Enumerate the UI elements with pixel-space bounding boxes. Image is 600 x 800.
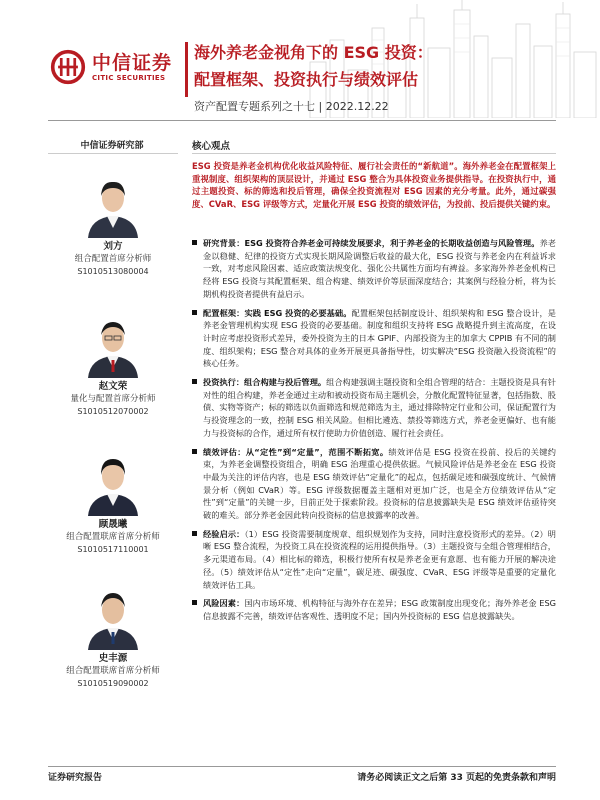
- analyst-card: [48, 448, 178, 556]
- key-point-lead: 实践 ESG 投资的必要基础。: [244, 307, 352, 318]
- key-point-body: 养老金以稳健、纪律的投资方式实现长期风险调整后收益的最大化，ESG 投资与养老金内在利益诉求一致，对考虑风险因素、适应政策法规变化、强化公共属性方面均有裨益。多家海外养老金机构已经将 ESG 投资与其配置框架、组合构建、绩效评价等层面深度结合；其案例与经验分析，将为长期机构投资者提供有益启示。: [203, 238, 556, 299]
- key-point-lead: ESG 投资符合养老金可持续发展要求，利于养老金的长期收益创造与风险管理。: [244, 238, 540, 248]
- key-point-label: 配置框架：: [203, 307, 245, 318]
- footer-report-type: 证券研究报告: [48, 773, 103, 783]
- analyst-role: 组合配置首席分析师: [74, 254, 152, 264]
- analyst-photo: [84, 582, 142, 650]
- bullet-square-icon: [192, 310, 197, 315]
- analyst-card: [48, 310, 178, 418]
- bullet-square-icon: [192, 449, 197, 454]
- analyst-card: [48, 170, 178, 278]
- key-points-list: [192, 237, 556, 629]
- key-point-lead: 组合构建与投后管理。: [244, 377, 327, 388]
- key-point-body: 组合构建强调主题投资和全组合管理的结合：主题投资是具有针对性的组合构建，养老金通过主动和被动投资布局主题机会，分散化配置特征显著，包括指数、股债、实物等资产；标的筛选以负面筛选和规范筛选为主，通过排除特定行业和公司，保证配置行为与投资理念的一致，控制 ESG 相关风险。但相比遴选、禁投等筛选方式，养老金更偏好、也有能力与投资标的合作，通过所有权行使助力价值创造、履行社会责任。: [203, 377, 556, 438]
- key-point-label: 绩效评估：: [203, 446, 246, 457]
- report-header: [0, 0, 600, 118]
- research-dept-heading: 中信证券研究部: [80, 141, 144, 151]
- analyst-photo: [84, 448, 142, 516]
- brand-name-cn: 中信证券: [92, 51, 173, 74]
- analyst-name: 刘方: [103, 241, 123, 252]
- main-divider: [192, 153, 556, 154]
- bullet-square-icon: [192, 379, 197, 384]
- report-title-line-1: 海外养老金视角下的 ESG 投资：: [194, 43, 433, 62]
- sidebar-divider: [48, 153, 178, 154]
- key-point-label: 投资执行：: [203, 377, 245, 388]
- analyst-name: 赵文荣: [98, 381, 128, 392]
- analyst-license-id: S1010512070002: [77, 407, 149, 416]
- citic-logo: [50, 49, 172, 85]
- core-views-heading: 核心观点: [192, 141, 231, 152]
- key-point-label: 风险因素：: [203, 598, 245, 609]
- key-point: [192, 307, 556, 371]
- header-divider: [48, 120, 556, 121]
- footer-disclaimer: 请务必阅读正文之后第 33 页起的免责条款和声明: [357, 773, 556, 783]
- analyst-license-id: S1010517110001: [77, 545, 149, 554]
- bullet-square-icon: [192, 531, 197, 536]
- key-point: [192, 376, 556, 440]
- title-accent-bar: [185, 42, 188, 97]
- brand-name-en: CITIC SECURITIES: [92, 73, 166, 82]
- key-point-body: 配置框架包括制度设计、组织架构和 ESG 整合设计，是养老金管理机构实现 ESG 投资的必要基础。制度和组织支持将 ESG 战略提升到主流高度，在设计时应考虑投资形式差异，委外投资为主的日本 GPIF、内部投资为主的加拿大 CPPIB 有不同的制度、组织架构；ESG 整合对具体的业务开展更具备指导性，切实解决“ESG 投资融入投资流程”的核心任务。: [203, 307, 556, 369]
- key-point-label: 研究背景：: [203, 238, 245, 248]
- report-title-line-2: 配置框架、投资执行与绩效评估: [194, 70, 419, 89]
- key-point-label: 经验启示：: [203, 528, 245, 539]
- report-subtitle: 资产配置专题系列之十七 | 2022.12.22: [194, 100, 389, 113]
- analyst-role: 量化与配置首席分析师: [70, 394, 156, 404]
- analyst-card: [48, 582, 178, 690]
- key-point-lead: 从“定性”到“定量”，范围不断拓宽。: [245, 446, 389, 457]
- report-date: 2022.12.22: [325, 100, 389, 113]
- key-point: [192, 597, 556, 622]
- analyst-photo: [84, 310, 142, 378]
- footer-divider: [48, 766, 556, 767]
- analyst-license-id: S1010513080004: [77, 267, 149, 276]
- analyst-role: 组合配置联席首席分析师: [66, 666, 160, 676]
- bullet-square-icon: [192, 600, 197, 605]
- key-point-body: 绩效评估是 ESG 投资在投前、投后的关键约束，为养老金调整投资组合，明确 ESG 治理重心提供依据。气候风险评估是养老金在 ESG 投资中最为关注的评估内容，也是 ESG 绩效评估“定量化”的起点，包括碳足迹和碳强度统计、气候情景分析（例如 CVaR）等。ESG 评级数据覆盖主题相对更加广泛，也是全方位绩效评估从“定性”到“定量”的关键一步，目前正处于探索阶段。投资标的信息披露缺失是 ESG 绩效评估亟待突破的难关。部分养老金因此转向投资标的信息披露率的改善。: [203, 446, 556, 521]
- analyst-name: 史丰源: [98, 653, 128, 664]
- key-point-body: （1）ESG 投资需要制度规章、组织规划作为支持，同时注意投资形式的差异。（2）明晰 ESG 整合流程，为投资工具在投资流程的运用提供指导。（3）主题投资与全组合管理相结合，多元渠道布局。（4）相比标的筛选，积极行使所有权是养老金更有意愿、也有能力开展的解决途径。（5）绩效评估从“定性”走向“定量”，碳足迹、碳强度、CVaR、ESG 评级等是重要的定量化绩效评估工具。: [203, 528, 556, 590]
- analyst-name: 顾晟曦: [98, 519, 128, 530]
- report-series: 资产配置专题系列之十七: [194, 100, 315, 113]
- key-point: [192, 528, 556, 592]
- analyst-role: 组合配置联席首席分析师: [66, 532, 160, 542]
- analyst-photo: [84, 170, 142, 238]
- bullet-square-icon: [192, 240, 197, 245]
- key-point: [192, 237, 556, 301]
- summary-paragraph: ESG 投资是养老金机构优化收益风险特征、履行社会责任的“新航道”。海外养老金在配置框架上重视制度、组织架构的顶层设计，并通过 ESG 整合为具体投资业务提供指导。在投资执行中，通过主题投资、标的筛选和投后管理，确保全投资流程对 ESG 因素的充分考量。此外，通过碳强度、CVaR、ESG 评级等方式，定量化开展 ESG 投资的绩效评估，为投前、投后提供关键约束。: [192, 161, 556, 210]
- citic-logo-icon: [50, 49, 86, 85]
- key-point-body: 国内市场环境、机构特征与海外存在差异；ESG 政策制度出现变化；海外养老金 ESG 信息披露不完善，绩效评估客观性、透明度不足；国内外投资标的 ESG 信息披露缺失。: [203, 598, 556, 621]
- analyst-license-id: S1010519090002: [77, 679, 149, 688]
- key-point: [192, 446, 556, 522]
